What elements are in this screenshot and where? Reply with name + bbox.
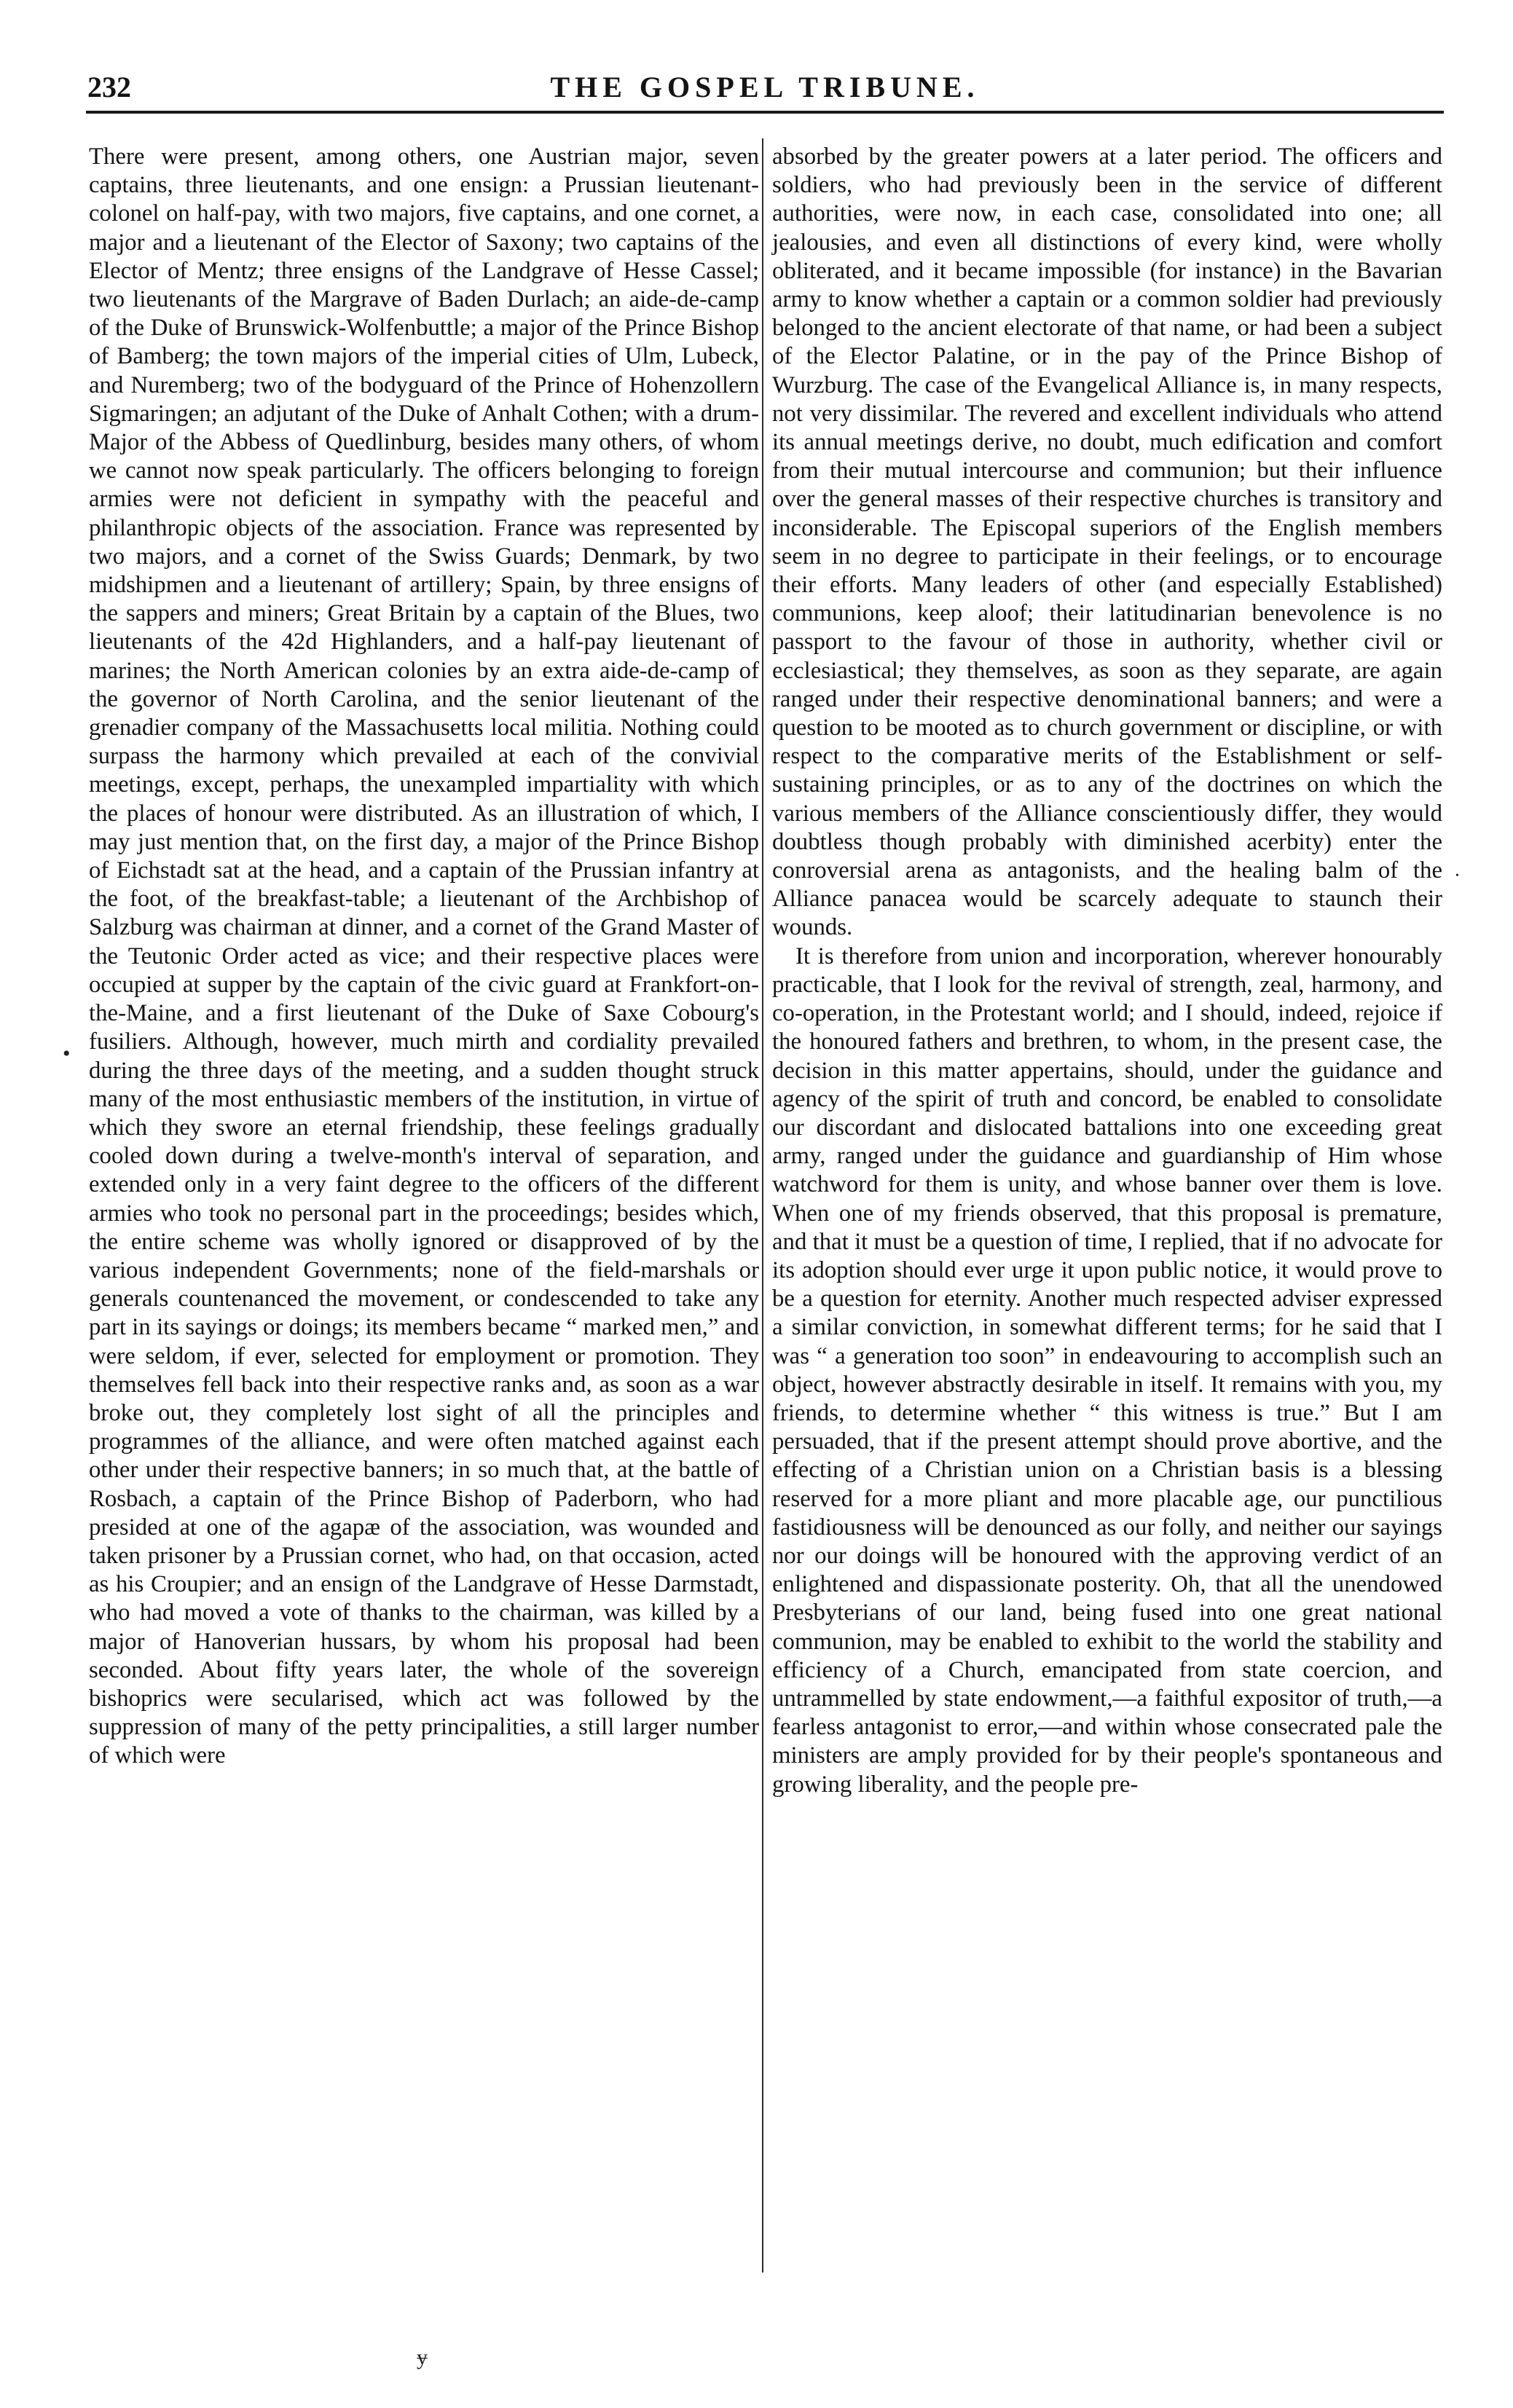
- page-number: 232: [87, 71, 131, 103]
- column-divider: [762, 138, 763, 2273]
- ink-speck: •: [63, 1042, 71, 1066]
- left-column: [89, 143, 759, 1771]
- running-title: THE GOSPEL TRIBUNE.: [550, 71, 980, 103]
- paragraph: absorbed by the greater powers at a later period. The officers and soldiers, who had previously been in the service of different authorities, were now, in each case, consolidated into one; all jealousies, and even all distinctions of every kind, were wholly obliterated, and it became impossible (for instance) in the Bavarian army to know whether a captain or a common soldier had previously belonged to the ancient electorate of that name, or had been a subject of the Elector Palatine, or in the pay of the Prince Bishop of Wurzburg. The case of the Evangelical Alliance is, in many respects, not very dissimilar. The revered and excellent individuals who attend its annual meetings derive, no doubt, much edification and comfort from their mutual intercourse and communion; but their influence over the general masses of their respective churches is transitory and inconsiderable. The Episcopal superiors of the English members seem in no degree to participate in their feelings, or to encourage their efforts. Many leaders of other (and especially Established) communions, keep aloof; their latitudinarian benevolence is no passport to the favour of those in authority, whether civil or ecclesiastical; they themselves, as soon as they separate, are again ranged under their respective denominational banners; and were a question to be mooted as to church government or discipline, or with respect to the comparative merits of the Establishment or self-sustaining principles, or as to any of the doctrines on which the various members of the Alliance conscientiously differ, they would doubtless though probably with diminished acerbity) enter the conroversial arena as antagonists, and the healing balm of the Alliance panacea would be scarcely adequate to staunch their wounds.: [772, 143, 1442, 941]
- page-header: [87, 70, 1442, 114]
- ink-speck: ɏ: [417, 2345, 428, 2369]
- right-column: [772, 143, 1442, 1799]
- header-rule: [86, 111, 1444, 114]
- ink-speck: •: [1455, 870, 1459, 881]
- paragraph: There were present, among others, one Austrian major, seven captains, three lieutenants, and one ensign: a Prussian lieutenant-colonel on half-pay, with two majors, five captains, and one cornet, a major and a lieutenant of the Elector of Saxony; two captains of the Elector of Mentz; three ensigns of the Landgrave of Hesse Cassel; two lieutenants of the Margrave of Baden Durlach; an aide-de-camp of the Duke of Brunswick-Wolfenbuttle; a major of the Prince Bishop of Bamberg; the town majors of the imperial cities of Ulm, Lubeck, and Nuremberg; two of the bodyguard of the Prince of Hohenzollern Sigmaringen; an adjutant of the Duke of Anhalt Cothen; with a drum-Major of the Abbess of Quedlinburg, besides many others, of whom we cannot now speak particularly. The officers belonging to foreign armies were not deficient in sympathy with the peaceful and philanthropic objects of the association. France was represented by two majors, and a cornet of the Swiss Guards; Denmark, by two midshipmen and a lieutenant of artillery; Spain, by three ensigns of the sappers and miners; Great Britain by a captain of the Blues, two lieutenants of the 42d Highlanders, and a half-pay lieutenant of marines; the North American colonies by an extra aide-de-camp of the governor of North Carolina, and the senior lieutenant of the grenadier company of the Massachusetts local militia. Nothing could surpass the harmony which prevailed at each of the convivial meetings, except, perhaps, the unexampled impartiality with which the places of honour were distributed. As an illustration of which, I may just mention that, on the first day, a major of the Prince Bishop of Eichstadt sat at the head, and a captain of the Prussian infantry at the foot, of the breakfast-table; a lieutenant of the Archbishop of Salzburg was chairman at dinner, and a cornet of the Grand Master of the Teutonic Order acted as vice; and their respective places were occupied at supper by the captain of the civic guard at Frankfort-on-the-Maine, and a first lieutenant of the Duke of Saxe Cobourg's fusiliers. Although, however, much mirth and cordiality prevailed during the three days of the meeting, and a sudden thought struck many of the most enthusiastic members of the institution, in virtue of which they swore an eternal friendship, these feelings gradually cooled down during a twelve-month's interval of separation, and extended only in a very faint degree to the officers of the different armies who took no personal part in the proceedings; besides which, the entire scheme was wholly ignored or disapproved of by the various independent Governments; none of the field-marshals or generals countenanced the movement, or condescended to take any part in its sayings or doings; its members became “ marked men,” and were seldom, if ever, selected for employment or promotion. They themselves fell back into their respective ranks and, as soon as a war broke out, they completely lost sight of all the principles and programmes of the alliance, and were often matched against each other under their respective banners; in so much that, at the battle of Rosbach, a captain of the Prince Bishop of Paderborn, who had presided at one of the agapæ of the association, was wounded and taken prisoner by a Prussian cornet, who had, on that occasion, acted as his Croupier; and an ensign of the Landgrave of Hesse Darmstadt, who had moved a vote of thanks to the chairman, was killed by a major of Hanoverian hussars, by whom his proposal had been seconded. About fifty years later, the whole of the sovereign bishoprics were secularised, which act was followed by the suppression of many of the petty principalities, a still larger number of which were: [89, 143, 759, 1769]
- paragraph: It is therefore from union and incorporation, wherever honourably practicable, that I look for the revival of strength, zeal, harmony, and co-operation, in the Protestant world; and I should, indeed, rejoice if the honoured fathers and brethren, to whom, in the present case, the decision in this matter appertains, should, under the guidance and agency of the spirit of truth and concord, be enabled to consolidate our discordant and dislocated battalions into one exceeding great army, ranged under the guidance and guardianship of Him whose watchword for them is unity, and whose banner over them is love. When one of my friends observed, that this proposal is premature, and that it must be a question of time, I replied, that if no advocate for its adoption should ever urge it upon public notice, it would prove to be a question for eternity. Another much respected adviser expressed a similar conviction, in somewhat different terms; for he said that I was “ a generation too soon” in endeavouring to accomplish such an object, however abstractly desirable in itself. It remains with you, my friends, to determine whether “ this witness is true.” But I am persuaded, that if the present attempt should prove abortive, and the effecting of a Christian union on a Christian basis is a blessing reserved for a more pliant and more placable age, our punctilious fastidiousness will be denounced as our folly, and neither our sayings nor our doings will be honoured with the approving verdict of an enlightened and dispassionate posterity. Oh, that all the unendowed Presbyterians of our land, being fused into one great national communion, may be enabled to exhibit to the world the stability and efficiency of a Church, emancipated from state coercion, and untrammelled by state endowment,—a faithful expositor of truth,—a fearless antagonist to error,—and within whose consecrated pale the ministers are amply provided for by their people's spontaneous and growing liberality, and the people pre-: [772, 943, 1442, 1798]
